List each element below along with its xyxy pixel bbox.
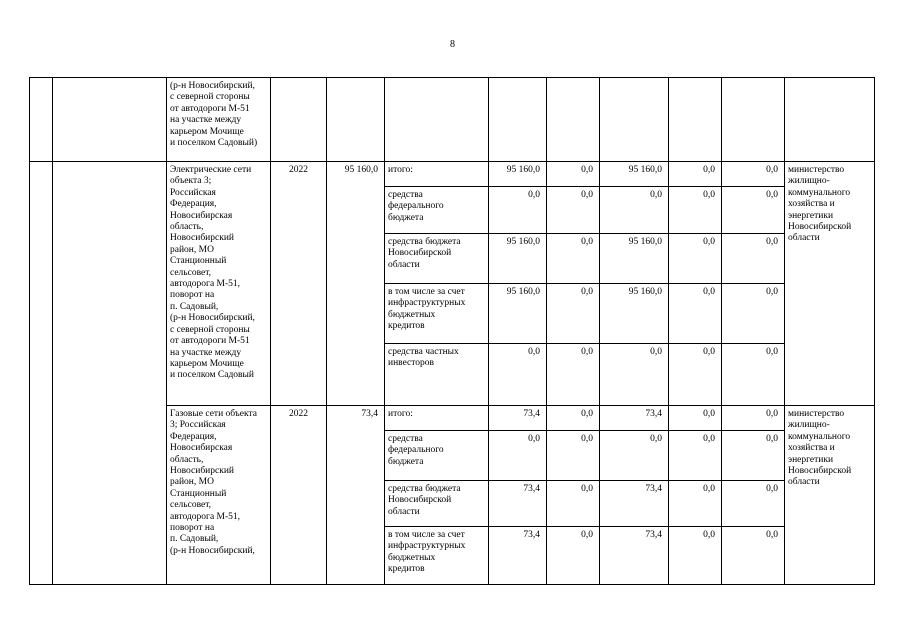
cell-value <box>669 78 722 162</box>
value-cell: 0,0 <box>669 406 722 431</box>
cell-executor <box>785 78 875 162</box>
value-cell: 0,0 <box>722 344 785 406</box>
value-cell: 0,0 <box>669 527 722 585</box>
value-cell: 0,0 <box>547 234 600 284</box>
value-cell: 73,4 <box>600 481 669 527</box>
value-cell: 0,0 <box>547 481 600 527</box>
budget-table <box>29 77 875 585</box>
cell-number <box>30 162 53 585</box>
funding-source: в том числе за счет инфраструктурных бюджетных кредитов <box>385 284 489 344</box>
value-cell: 95 160,0 <box>600 234 669 284</box>
value-cell: 73,4 <box>489 406 547 431</box>
executor: министерство жилищно- коммунального хозяйства и энергетики Новосибирской области <box>785 406 875 585</box>
page-number: 8 <box>450 39 455 50</box>
object-cost: 73,4 <box>327 406 385 585</box>
value-cell: 0,0 <box>600 344 669 406</box>
value-cell: 0,0 <box>669 187 722 234</box>
object-year: 2022 <box>271 162 327 406</box>
value-cell: 95 160,0 <box>489 162 547 187</box>
value-cell: 73,4 <box>600 527 669 585</box>
value-cell: 95 160,0 <box>600 162 669 187</box>
value-cell: 0,0 <box>722 527 785 585</box>
value-cell: 0,0 <box>669 431 722 481</box>
value-cell: 0,0 <box>722 406 785 431</box>
funding-source: средства бюджета Новосибирской области <box>385 481 489 527</box>
value-cell: 95 160,0 <box>489 284 547 344</box>
value-cell: 0,0 <box>547 406 600 431</box>
value-cell: 0,0 <box>600 431 669 481</box>
value-cell: 0,0 <box>547 284 600 344</box>
value-cell: 0,0 <box>722 187 785 234</box>
cell-value <box>489 78 547 162</box>
funding-source: средства федерального бюджета <box>385 431 489 481</box>
object-description: (р-н Новосибирский, с северной стороны от автодороги М-51 на участке между карьером Мочище и поселком Садовый) <box>167 78 271 162</box>
cell-value <box>722 78 785 162</box>
cell-measure <box>53 162 167 585</box>
cell-cost <box>327 78 385 162</box>
funding-source: итого: <box>385 406 489 431</box>
funding-source: средства бюджета Новосибирской области <box>385 234 489 284</box>
value-cell: 0,0 <box>547 187 600 234</box>
value-cell: 0,0 <box>489 344 547 406</box>
value-cell: 73,4 <box>489 481 547 527</box>
table-row <box>30 162 875 187</box>
value-cell: 0,0 <box>489 431 547 481</box>
funding-source: в том числе за счет инфраструктурных бюджетных кредитов <box>385 527 489 585</box>
cell-year <box>271 78 327 162</box>
funding-source: итого: <box>385 162 489 187</box>
executor: министерство жилищно- коммунального хозяйства и энергетики Новосибирской области <box>785 162 875 406</box>
value-cell: 0,0 <box>669 481 722 527</box>
value-cell: 95 160,0 <box>489 234 547 284</box>
value-cell: 0,0 <box>722 431 785 481</box>
funding-source: средства частных инвесторов <box>385 344 489 406</box>
value-cell: 0,0 <box>547 527 600 585</box>
cell-measure <box>53 78 167 162</box>
value-cell: 73,4 <box>600 406 669 431</box>
value-cell: 0,0 <box>722 284 785 344</box>
value-cell: 73,4 <box>489 527 547 585</box>
value-cell: 0,0 <box>722 481 785 527</box>
value-cell: 0,0 <box>547 344 600 406</box>
value-cell: 0,0 <box>669 234 722 284</box>
object-year: 2022 <box>271 406 327 585</box>
value-cell: 0,0 <box>669 162 722 187</box>
value-cell: 0,0 <box>489 187 547 234</box>
value-cell: 0,0 <box>722 162 785 187</box>
value-cell: 95 160,0 <box>600 284 669 344</box>
cell-number <box>30 78 53 162</box>
funding-source: средства федерального бюджета <box>385 187 489 234</box>
cell-source <box>385 78 489 162</box>
value-cell: 0,0 <box>547 162 600 187</box>
value-cell: 0,0 <box>669 284 722 344</box>
value-cell: 0,0 <box>600 187 669 234</box>
object-description: Газовые сети объекта 3; Российская Федерация, Новосибирская область, Новосибирский район, МО Станционный сельсовет, автодорога М-51, поворот на п. Садовый, (р-н Новосибирский, <box>167 406 271 585</box>
value-cell: 0,0 <box>669 344 722 406</box>
continuation-row <box>30 78 875 162</box>
cell-value <box>600 78 669 162</box>
cell-value <box>547 78 600 162</box>
object-cost: 95 160,0 <box>327 162 385 406</box>
value-cell: 0,0 <box>722 234 785 284</box>
object-description: Электрические сети объекта 3; Российская Федерация, Новосибирская область, Новосибирский район, МО Станционный сельсовет, автодорога М-51, поворот на п. Садовый, (р-н Новосибирский, с северной стороны от автодороги М-51 на участке между карьером Мочище и поселком Садовый <box>167 162 271 406</box>
value-cell: 0,0 <box>547 431 600 481</box>
